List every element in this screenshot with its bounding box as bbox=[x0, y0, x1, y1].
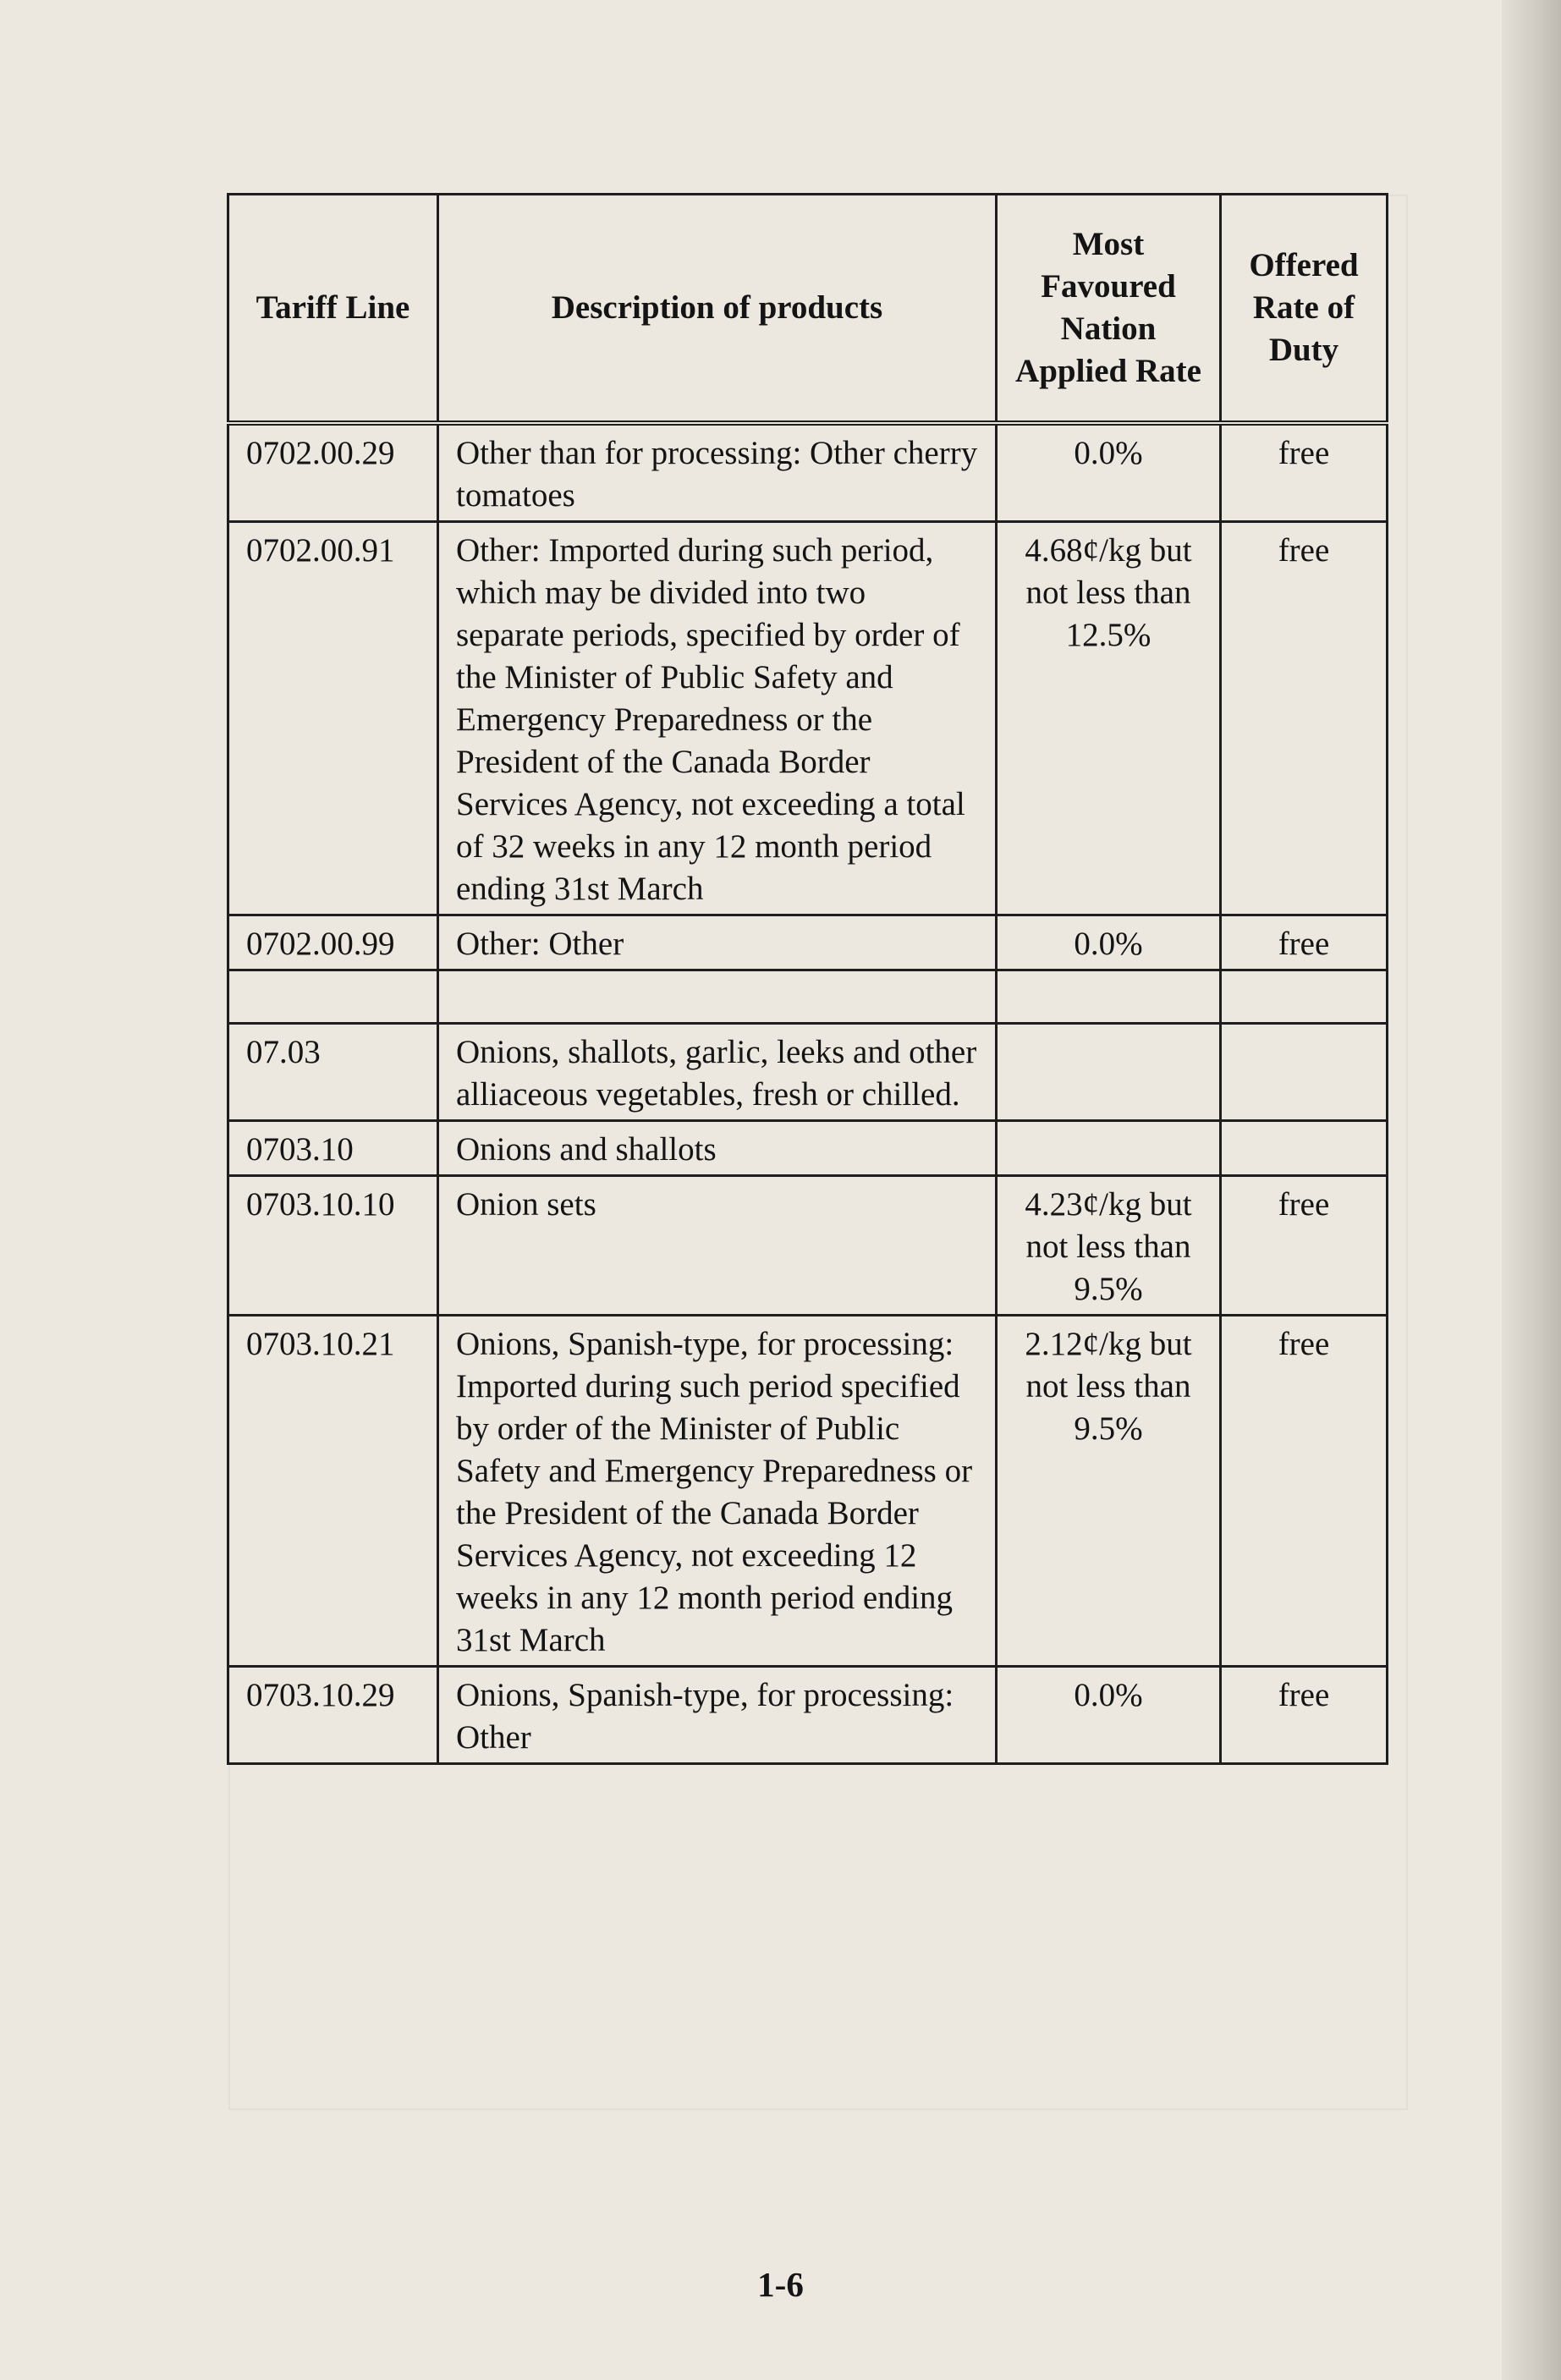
tariff-cell: 0702.00.91 bbox=[228, 521, 438, 915]
description-cell: Onions and shallots bbox=[438, 1120, 997, 1175]
duty-cell bbox=[1221, 970, 1388, 1023]
page-number: 1-6 bbox=[757, 2265, 804, 2304]
description-cell: Onions, Spanish-type, for processing: Imported during such period specified by order of the Minister of Public Safety and Emergency Preparedness or the President of the Canada Border Services Agency, not exceeding 12 weeks in any 12 month period ending 31st March bbox=[438, 1315, 997, 1666]
rate-cell: 0.0% bbox=[997, 1666, 1221, 1763]
tariff-cell: 0703.10.21 bbox=[228, 1315, 438, 1666]
table-row bbox=[228, 423, 1388, 522]
duty-cell: free bbox=[1221, 521, 1388, 915]
description-cell: Other than for processing: Other cherry tomatoes bbox=[438, 423, 997, 522]
rate-cell: 0.0% bbox=[997, 915, 1221, 970]
tariff-cell: 07.03 bbox=[228, 1023, 438, 1120]
table-header-row bbox=[228, 195, 1388, 423]
rate-cell: 4.68¢/kg but not less than 12.5% bbox=[997, 521, 1221, 915]
description-cell: Other: Other bbox=[438, 915, 997, 970]
tariff-cell bbox=[228, 970, 438, 1023]
header-mfn-rate: Most Favoured Nation Applied Rate bbox=[997, 195, 1221, 423]
duty-cell: free bbox=[1221, 915, 1388, 970]
description-cell: Other: Imported during such period, which may be divided into two separate periods, specified by order of the Minister of Public Safety and Emergency Preparedness or the President of the Canada Border Services Agency, not exceeding a total of 32 weeks in any 12 month period ending 31st March bbox=[438, 521, 997, 915]
duty-cell: free bbox=[1221, 1666, 1388, 1763]
table-row bbox=[228, 970, 1388, 1023]
table-row bbox=[228, 521, 1388, 915]
table-row bbox=[228, 1315, 1388, 1666]
tariff-table bbox=[227, 193, 1388, 1765]
table-row bbox=[228, 1023, 1388, 1120]
header-tariff-line: Tariff Line bbox=[228, 195, 438, 423]
rate-cell bbox=[997, 1023, 1221, 1120]
rate-cell: 4.23¢/kg but not less than 9.5% bbox=[997, 1175, 1221, 1315]
description-cell: Onion sets bbox=[438, 1175, 997, 1315]
table-row bbox=[228, 1175, 1388, 1315]
tariff-cell: 0702.00.99 bbox=[228, 915, 438, 970]
description-cell: Onions, shallots, garlic, leeks and other alliaceous vegetables, fresh or chilled. bbox=[438, 1023, 997, 1120]
duty-cell: free bbox=[1221, 1315, 1388, 1666]
rate-cell: 0.0% bbox=[997, 423, 1221, 522]
duty-cell: free bbox=[1221, 423, 1388, 522]
tariff-cell: 0703.10 bbox=[228, 1120, 438, 1175]
description-cell bbox=[438, 970, 997, 1023]
duty-cell bbox=[1221, 1023, 1388, 1120]
table-row bbox=[228, 1666, 1388, 1763]
tariff-cell: 0702.00.29 bbox=[228, 423, 438, 522]
table-row bbox=[228, 915, 1388, 970]
tariff-cell: 0703.10.29 bbox=[228, 1666, 438, 1763]
header-offered-rate: Offered Rate of Duty bbox=[1221, 195, 1388, 423]
description-cell: Onions, Spanish-type, for processing: Other bbox=[438, 1666, 997, 1763]
rate-cell bbox=[997, 970, 1221, 1023]
rate-cell: 2.12¢/kg but not less than 9.5% bbox=[997, 1315, 1221, 1666]
page-edge-shadow bbox=[1502, 0, 1561, 2380]
header-description: Description of products bbox=[438, 195, 997, 423]
tariff-cell: 0703.10.10 bbox=[228, 1175, 438, 1315]
rate-cell bbox=[997, 1120, 1221, 1175]
table-row bbox=[228, 1120, 1388, 1175]
duty-cell bbox=[1221, 1120, 1388, 1175]
duty-cell: free bbox=[1221, 1175, 1388, 1315]
